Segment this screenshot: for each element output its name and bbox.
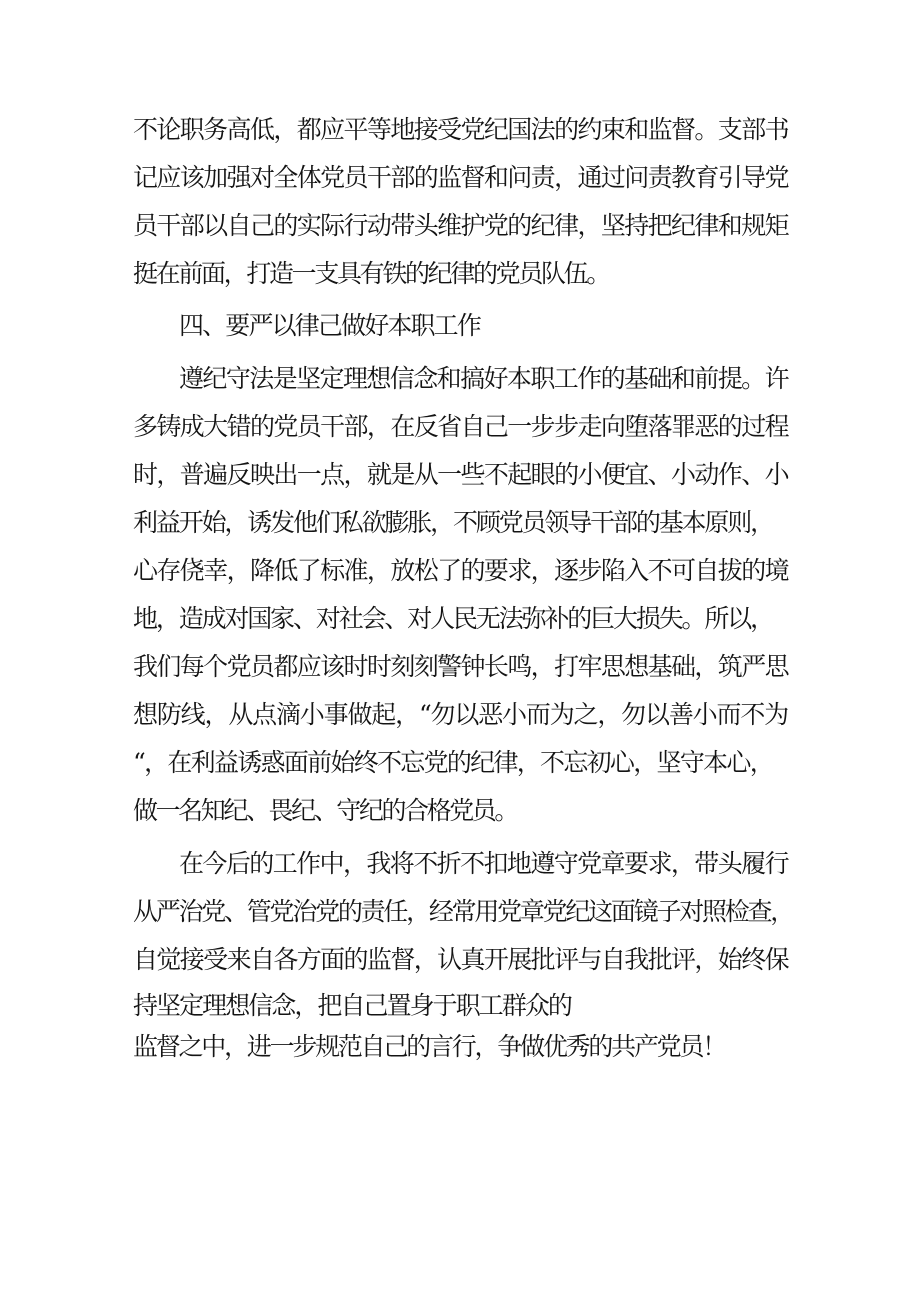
paragraph-3-line-1: 在今后的工作中，我将不折不扣地遵守党章要求，带头履行 (179, 849, 788, 878)
paragraph-3-line-3: 自觉接受来自各方面的监督，认真开展批评与自我批评，始终保 (133, 945, 788, 974)
paragraph-2-line-5: 心存侥幸，降低了标准，放松了的要求，逐步陷入不可自拔的境 (133, 556, 788, 585)
paragraph-2-line-1: 遵纪守法是坚定理想信念和搞好本职工作的基础和前提。许 (179, 364, 788, 393)
paragraph-2-line-8: 想防线，从点滴小事做起，“勿以恶小而为之，勿以善小而不为 (133, 700, 788, 729)
paragraph-2-line-10: 做一名知纪、畏纪、守纪的合格党员。 (133, 796, 517, 825)
paragraph-1-line-1: 不论职务高低，都应平等地接受党纪国法的约束和监督。支部书 (133, 115, 788, 144)
paragraph-2-line-4: 利益开始，诱发他们私欲膨胀，不顾党员领导干部的基本原则， (133, 508, 773, 537)
paragraph-2-line-3: 时，普遍反映出一点，就是从一些不起眼的小便宜、小动作、小 (133, 460, 788, 489)
paragraph-3-line-2: 从严治党、管党治党的责任，经常用党章党纪这面镜子对照检查， (133, 897, 793, 926)
paragraph-2-line-9: “，在利益诱惑面前始终不忘党的纪律，不忘初心，坚守本心， (133, 748, 773, 777)
paragraph-1-line-2: 记应该加强对全体党员干部的监督和问责，通过问责教育引导党 (133, 163, 788, 192)
section-heading: 四、要严以律己做好本职工作 (179, 311, 480, 340)
paragraph-1-line-3: 员干部以自己的实际行动带头维护党的纪律，坚持把纪律和规矩 (133, 211, 788, 240)
paragraph-2-line-7: 我们每个党员都应该时时刻刻警钟长鸣，打牢思想基础，筑严思 (133, 652, 788, 681)
paragraph-2-line-6: 地，造成对国家、对社会、对人民无法弥补的巨大损失。所以， (133, 604, 773, 633)
paragraph-2-line-2: 多铸成大错的党员干部，在反省自己一步步走向堕落罪恶的过程 (133, 412, 788, 441)
paragraph-3-line-5: 监督之中，进一步规范自己的言行，争做优秀的共产党员！ (133, 1032, 725, 1061)
paragraph-3-line-4: 持坚定理想信念，把自己置身于职工群众的 (133, 991, 571, 1020)
paragraph-1-line-4: 挺在前面，打造一支具有铁的纪律的党员队伍。 (133, 259, 609, 288)
